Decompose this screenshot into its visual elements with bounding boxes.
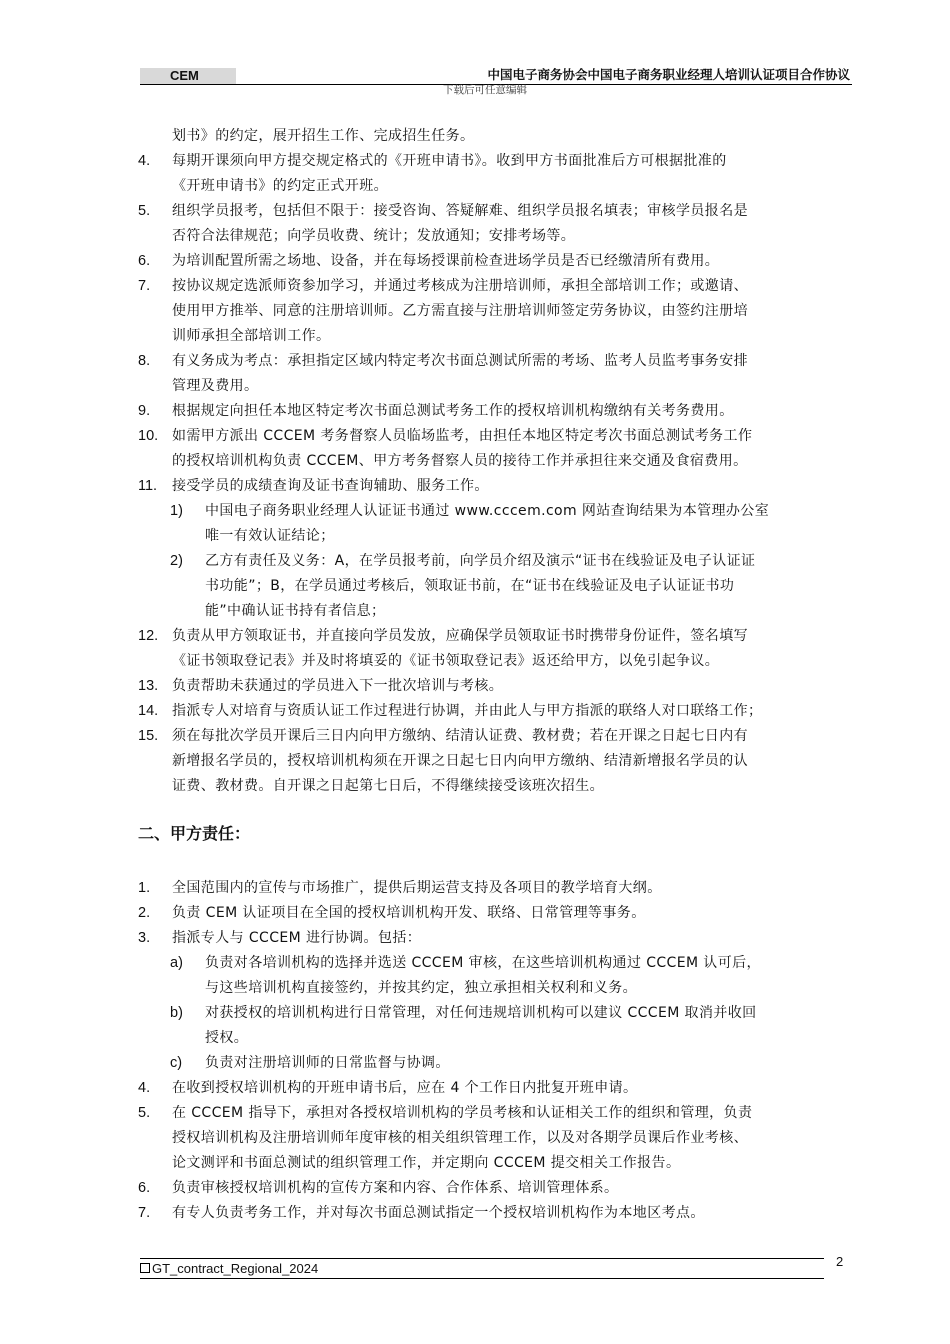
list-line bbox=[0, 424, 950, 449]
list-line bbox=[0, 249, 950, 274]
item-number: 3. bbox=[138, 930, 151, 946]
line-text: 如需甲方派出 CCCEM 考务督察人员临场监考，由担任本地区特定考次书面总测试考务工作 bbox=[172, 428, 753, 444]
item-number: 15. bbox=[138, 728, 159, 744]
line-text: 对获授权的培训机构进行日常管理，对任何违规培训机构可以建议 CCCEM 取消并收回 bbox=[205, 1005, 757, 1021]
line-text: 根据规定向担任本地区特定考次书面总测试考务工作的授权培训机构缴纳有关考务费用。 bbox=[172, 403, 734, 419]
list-line bbox=[0, 449, 950, 474]
checkbox-icon bbox=[140, 1263, 150, 1273]
line-text: 能”中确认证书持有者信息； bbox=[205, 603, 386, 619]
list-line bbox=[0, 1001, 950, 1026]
line-text: 乙方有责任及义务：A，在学员报考前，向学员介绍及演示“证书在线验证及电子认证证 bbox=[205, 553, 756, 569]
line-text: 负责 CEM 认证项目在全国的授权培训机构开发、联络、日常管理等事务。 bbox=[172, 905, 646, 921]
line-text: 须在每批次学员开课后三日内向甲方缴纳、结清认证费、教材费；若在开课之日起七日内有 bbox=[172, 728, 748, 744]
list-line bbox=[0, 524, 950, 549]
item-number: 6. bbox=[138, 1180, 151, 1196]
list-line bbox=[0, 699, 950, 724]
footer-rule-top bbox=[140, 1258, 824, 1259]
line-text: 指派专人对培育与资质认证工作过程进行协调，并由此人与甲方指派的联络人对口联络工作； bbox=[172, 703, 763, 719]
line-text: 在 CCCEM 指导下，承担对各授权培训机构的学员考核和认证相关工作的组织和管理，负责 bbox=[172, 1105, 753, 1121]
sub-item-marker: a) bbox=[170, 955, 183, 971]
line-text: 组织学员报考，包括但不限于：接受咨询、答疑解难、组织学员报名填表；审核学员报名是 bbox=[172, 203, 748, 219]
list-line bbox=[0, 1076, 950, 1101]
list-line bbox=[0, 574, 950, 599]
list-line bbox=[0, 299, 950, 324]
sub-item-marker: 1) bbox=[170, 503, 183, 519]
list-line bbox=[0, 549, 950, 574]
sub-item-marker: b) bbox=[170, 1005, 183, 1021]
list-line bbox=[0, 199, 950, 224]
line-text: 中国电子商务职业经理人认证证书通过 www.cccem.com 网站查询结果为本管理办公室 bbox=[205, 503, 770, 519]
header-subtitle: 下载后可任意编辑 bbox=[443, 84, 527, 96]
list-line bbox=[0, 926, 950, 951]
list-line bbox=[0, 174, 950, 199]
line-text: 的授权培训机构负责 CCCEM、甲方考务督察人员的接待工作并承担往来交通及食宿费用。 bbox=[172, 453, 748, 469]
list-line bbox=[0, 901, 950, 926]
item-number: 13. bbox=[138, 678, 159, 694]
line-text: 每期开课须向甲方提交规定格式的《开班申请书》。收到甲方书面批准后方可根据批准的 bbox=[172, 153, 727, 169]
list-line bbox=[0, 324, 950, 349]
item-number: 4. bbox=[138, 1080, 151, 1096]
header-cem-label: CEM bbox=[140, 68, 236, 84]
line-text: 唯一有效认证结论； bbox=[205, 528, 335, 544]
list-line bbox=[0, 349, 950, 374]
item-number: 4. bbox=[138, 153, 151, 169]
list-line bbox=[0, 1051, 950, 1076]
line-text: 负责从甲方领取证书，并直接向学员发放，应确保学员领取证书时携带身份证件，签名填写 bbox=[172, 628, 748, 644]
footer-rule-bottom bbox=[140, 1278, 824, 1279]
list-line bbox=[0, 599, 950, 624]
section-heading bbox=[0, 821, 950, 846]
sub-item-marker: 2) bbox=[170, 553, 183, 569]
line-text: 负责审核授权培训机构的宣传方案和内容、合作体系、培训管理体系。 bbox=[172, 1180, 619, 1196]
list-line bbox=[0, 1026, 950, 1051]
line-text: 授权培训机构及注册培训师年度审核的相关组织管理工作，以及对各期学员课后作业考核、 bbox=[172, 1130, 748, 1146]
list-line bbox=[0, 1176, 950, 1201]
list-line bbox=[0, 474, 950, 499]
list-line bbox=[0, 374, 950, 399]
list-line bbox=[0, 1151, 950, 1176]
list-line bbox=[0, 749, 950, 774]
line-text: 新增报名学员的，授权培训机构须在开课之日起七日内向甲方缴纳、结清新增报名学员的认 bbox=[172, 753, 748, 769]
list-line bbox=[0, 674, 950, 699]
line-text: 负责帮助未获通过的学员进入下一批次培训与考核。 bbox=[172, 678, 504, 694]
line-text: 有专人负责考务工作，并对每次书面总测试指定一个授权培训机构作为本地区考点。 bbox=[172, 1205, 705, 1221]
sub-item-marker: c) bbox=[170, 1055, 183, 1071]
item-number: 2. bbox=[138, 905, 151, 921]
section-heading-text: 二、甲方责任： bbox=[138, 824, 251, 843]
list-line bbox=[0, 149, 950, 174]
list-line bbox=[0, 1126, 950, 1151]
item-number: 8. bbox=[138, 353, 151, 369]
list-line bbox=[0, 399, 950, 424]
list-line bbox=[0, 224, 950, 249]
line-text: 证费、教材费。自开课之日起第七日后，不得继续接受该班次招生。 bbox=[172, 778, 604, 794]
item-number: 12. bbox=[138, 628, 159, 644]
list-line bbox=[0, 124, 950, 149]
list-line bbox=[0, 499, 950, 524]
page-number: 2 bbox=[836, 1254, 844, 1269]
line-text: 训师承担全部培训工作。 bbox=[172, 328, 331, 344]
line-text: 授权。 bbox=[205, 1030, 249, 1046]
line-text: 接受学员的成绩查询及证书查询辅助、服务工作。 bbox=[172, 478, 489, 494]
item-number: 14. bbox=[138, 703, 159, 719]
footer-doc-id bbox=[140, 1261, 318, 1277]
list-line bbox=[0, 624, 950, 649]
list-line bbox=[0, 724, 950, 749]
line-text: 《证书领取登记表》并及时将填妥的《证书领取登记表》返还给甲方，以免引起争议。 bbox=[172, 653, 720, 669]
list-line bbox=[0, 774, 950, 799]
line-text: 管理及费用。 bbox=[172, 378, 259, 394]
footer-doc-id-text: GT_contract_Regional_2024 bbox=[152, 1261, 319, 1276]
line-text: 在收到授权培训机构的开班申请书后，应在 4 个工作日内批复开班申请。 bbox=[172, 1080, 638, 1096]
line-text: 《开班申请书》的约定正式开班。 bbox=[172, 178, 388, 194]
line-text: 与这些培训机构直接签约，并按其约定，独立承担相关权利和义务。 bbox=[205, 980, 637, 996]
line-text: 使用甲方推举、同意的注册培训师。乙方需直接与注册培训师签定劳务协议，由签约注册培 bbox=[172, 303, 748, 319]
document-body bbox=[0, 124, 950, 1226]
item-number: 1. bbox=[138, 880, 151, 896]
line-text: 按协议规定选派师资参加学习，并通过考核成为注册培训师，承担全部培训工作；或邀请、 bbox=[172, 278, 748, 294]
line-text: 负责对注册培训师的日常监督与协调。 bbox=[205, 1055, 450, 1071]
list-line bbox=[0, 951, 950, 976]
line-text: 为培训配置所需之场地、设备，并在每场授课前检查进场学员是否已经缴清所有费用。 bbox=[172, 253, 720, 269]
line-text: 有义务成为考点：承担指定区域内特定考次书面总测试所需的考场、监考人员监考事务安排 bbox=[172, 353, 748, 369]
list-line bbox=[0, 876, 950, 901]
item-number: 7. bbox=[138, 1205, 151, 1221]
item-number: 5. bbox=[138, 203, 151, 219]
item-number: 5. bbox=[138, 1105, 151, 1121]
list-line bbox=[0, 1201, 950, 1226]
list-line bbox=[0, 649, 950, 674]
line-text: 论文测评和书面总测试的组织管理工作，并定期向 CCCEM 提交相关工作报告。 bbox=[172, 1155, 681, 1171]
line-text: 书功能”；B，在学员通过考核后，领取证书前，在“证书在线验证及电子认证证书功 bbox=[205, 578, 735, 594]
line-text: 负责对各培训机构的选择并选送 CCCEM 审核，在这些培训机构通过 CCCEM 认可后， bbox=[205, 955, 761, 971]
list-line bbox=[0, 1101, 950, 1126]
line-text: 划书》的约定，展开招生工作、完成招生任务。 bbox=[172, 128, 475, 144]
line-text: 指派专人与 CCCEM 进行协调。包括： bbox=[172, 930, 422, 946]
item-number: 10. bbox=[138, 428, 159, 444]
item-number: 9. bbox=[138, 403, 151, 419]
line-text: 全国范围内的宣传与市场推广，提供后期运营支持及各项目的教学培育大纲。 bbox=[172, 880, 662, 896]
header-title: 中国电子商务协会中国电子商务职业经理人培训认证项目合作协议 bbox=[487, 67, 850, 82]
list-line bbox=[0, 976, 950, 1001]
list-line bbox=[0, 274, 950, 299]
line-text: 否符合法律规范；向学员收费、统计；发放通知；安排考场等。 bbox=[172, 228, 576, 244]
item-number: 7. bbox=[138, 278, 151, 294]
item-number: 11. bbox=[138, 478, 158, 494]
item-number: 6. bbox=[138, 253, 151, 269]
